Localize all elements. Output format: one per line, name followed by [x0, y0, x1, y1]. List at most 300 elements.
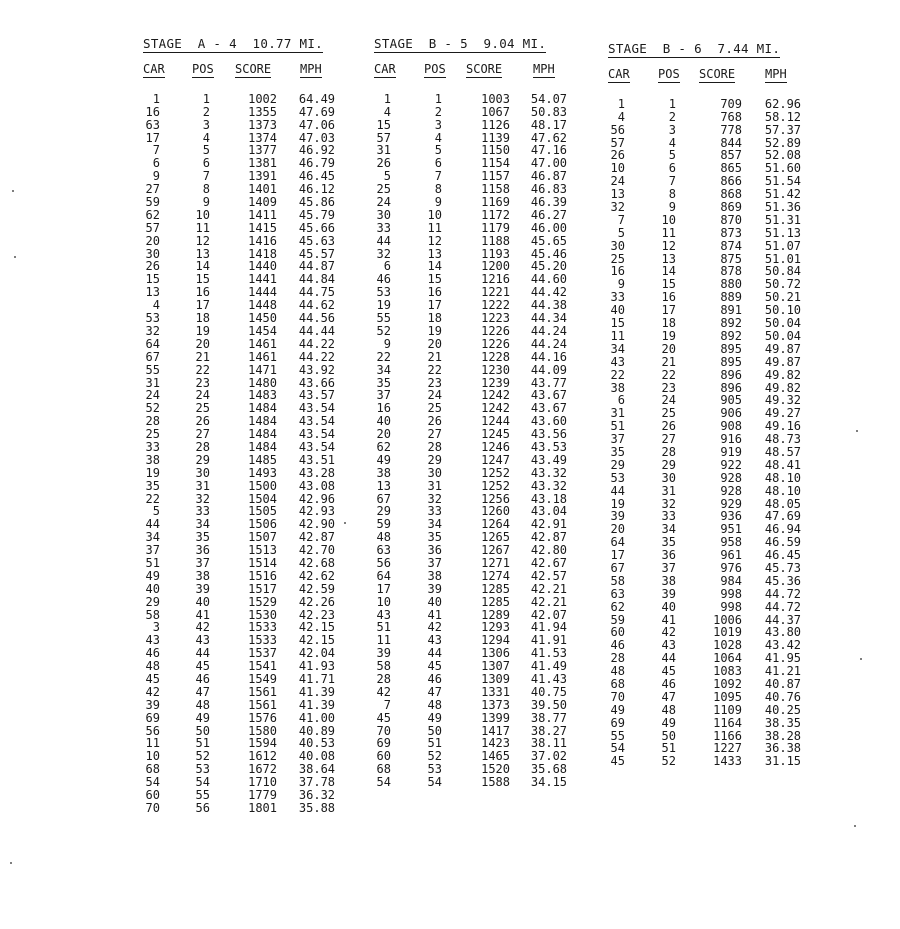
cell-score: 1533	[248, 620, 278, 635]
table-row	[374, 143, 568, 158]
cell-car: 69	[376, 736, 391, 751]
table-row	[374, 607, 568, 622]
cell-car: 49	[610, 702, 625, 717]
table-row	[608, 303, 802, 318]
cell-car: 7	[383, 697, 391, 712]
cell-car: 60	[145, 788, 160, 802]
cell-mph: 40.87	[764, 676, 802, 691]
table-row	[143, 788, 336, 802]
cell-score: 1391	[248, 169, 278, 184]
table-row	[374, 323, 568, 338]
cell-score: 1252	[481, 465, 511, 480]
cell-car: 58	[610, 573, 625, 588]
cell-mph: 36.32	[298, 788, 336, 802]
table-row	[143, 581, 336, 596]
cell-mph: 44.16	[530, 349, 568, 364]
cell-car: 64	[610, 535, 625, 550]
table-row	[143, 143, 336, 158]
cell-car: 34	[376, 362, 391, 377]
table-row	[374, 568, 568, 583]
cell-mph: 43.56	[530, 427, 568, 442]
cell-score: 1179	[481, 220, 511, 235]
cell-pos: 19	[427, 323, 442, 338]
cell-score: 936	[720, 509, 743, 524]
cell-mph: 39.50	[530, 697, 568, 712]
cell-pos: 1	[434, 91, 442, 106]
table-row	[143, 156, 336, 171]
cell-mph: 49.87	[764, 341, 802, 356]
table-row	[608, 109, 802, 124]
cell-car: 3	[152, 620, 160, 635]
cell-pos: 8	[668, 187, 676, 202]
cell-mph: 44.34	[530, 311, 568, 326]
cell-pos: 45	[427, 659, 442, 674]
cell-score: 1454	[248, 323, 278, 338]
cell-mph: 46.45	[764, 548, 802, 563]
table-row	[143, 272, 336, 287]
cell-pos: 11	[661, 225, 676, 240]
results-table	[143, 91, 336, 815]
cell-mph: 38.27	[530, 723, 568, 738]
cell-score: 1092	[713, 676, 743, 691]
cell-mph: 47.16	[530, 143, 568, 158]
cell-mph: 44.44	[298, 323, 336, 338]
table-row	[608, 251, 802, 266]
cell-car: 63	[376, 543, 391, 558]
cell-mph: 42.57	[530, 568, 568, 583]
cell-pos: 3	[434, 117, 442, 132]
cell-pos: 28	[661, 444, 676, 459]
table-row	[608, 341, 802, 356]
cell-car: 37	[145, 543, 160, 558]
cell-mph: 43.42	[764, 638, 802, 653]
cell-score: 896	[720, 367, 743, 382]
cell-score: 1172	[481, 207, 511, 222]
cell-mph: 51.54	[764, 174, 802, 189]
cell-pos: 20	[427, 336, 442, 351]
header-mph: MPH	[533, 61, 555, 76]
cell-pos: 41	[195, 607, 210, 622]
cell-car: 68	[376, 762, 391, 777]
cell-car: 40	[145, 581, 160, 596]
cell-car: 25	[145, 427, 160, 442]
cell-score: 875	[720, 251, 743, 266]
table-row	[374, 543, 568, 558]
cell-pos: 18	[427, 311, 442, 326]
cell-mph: 45.57	[298, 246, 336, 261]
cell-mph: 43.53	[530, 439, 568, 454]
scan-speck	[854, 825, 856, 827]
cell-score: 928	[720, 483, 743, 498]
cell-score: 1223	[481, 311, 511, 326]
cell-mph: 46.79	[298, 156, 336, 171]
cell-score: 1309	[481, 671, 511, 686]
cell-mph: 42.15	[298, 633, 336, 648]
cell-score: 1513	[248, 543, 278, 558]
cell-score: 866	[720, 174, 743, 189]
cell-score: 1484	[248, 401, 278, 416]
cell-car: 52	[376, 323, 391, 338]
table-row	[608, 444, 802, 459]
table-row	[608, 702, 802, 717]
table-row	[143, 349, 336, 364]
cell-pos: 55	[195, 788, 210, 802]
table-row	[143, 233, 336, 248]
cell-mph: 42.93	[298, 504, 336, 519]
cell-car: 31	[376, 143, 391, 158]
cell-pos: 31	[427, 478, 442, 493]
table-row	[374, 298, 568, 313]
cell-car: 58	[145, 607, 160, 622]
cell-mph: 37.78	[298, 775, 336, 790]
cell-score: 1500	[248, 478, 278, 493]
cell-score: 1294	[481, 633, 511, 648]
cell-score: 768	[720, 109, 743, 124]
cell-pos: 53	[195, 762, 210, 777]
cell-mph: 43.51	[298, 452, 336, 467]
cell-pos: 46	[661, 676, 676, 691]
cell-car: 54	[145, 775, 160, 790]
cell-score: 1533	[248, 633, 278, 648]
cell-pos: 28	[427, 439, 442, 454]
cell-pos: 15	[195, 272, 210, 287]
cell-car: 57	[610, 135, 625, 150]
table-row	[608, 277, 802, 292]
cell-mph: 42.87	[530, 530, 568, 545]
cell-score: 1801	[248, 800, 278, 815]
table-row	[374, 156, 568, 171]
cell-score: 1095	[713, 689, 743, 704]
cell-car: 28	[376, 671, 391, 686]
cell-pos: 26	[427, 414, 442, 429]
table-row	[143, 195, 336, 210]
cell-mph: 43.28	[298, 465, 336, 480]
table-row	[374, 581, 568, 596]
cell-score: 889	[720, 290, 743, 305]
cell-car: 28	[610, 651, 625, 666]
cell-pos: 40	[661, 599, 676, 614]
cell-car: 59	[376, 517, 391, 532]
cell-mph: 43.32	[530, 465, 568, 480]
cell-mph: 41.94	[530, 620, 568, 635]
table-row	[143, 169, 336, 184]
table-row	[374, 117, 568, 132]
cell-car: 27	[145, 182, 160, 197]
table-row	[374, 207, 568, 222]
cell-score: 1126	[481, 117, 511, 132]
table-row	[608, 612, 802, 627]
cell-pos: 4	[668, 135, 676, 150]
cell-car: 6	[383, 259, 391, 274]
cell-score: 1672	[248, 762, 278, 777]
cell-pos: 31	[195, 478, 210, 493]
cell-score: 1200	[481, 259, 511, 274]
cell-pos: 46	[427, 671, 442, 686]
cell-pos: 38	[427, 568, 442, 583]
table-row	[374, 749, 568, 764]
cell-pos: 32	[195, 491, 210, 506]
table-row	[143, 543, 336, 558]
cell-car: 35	[610, 444, 625, 459]
cell-mph: 46.59	[764, 535, 802, 550]
cell-score: 1245	[481, 427, 511, 442]
table-row	[608, 212, 802, 227]
cell-score: 895	[720, 341, 743, 356]
cell-car: 29	[145, 594, 160, 609]
cell-mph: 45.79	[298, 207, 336, 222]
table-row	[608, 380, 802, 395]
cell-mph: 45.65	[530, 233, 568, 248]
cell-mph: 42.96	[298, 491, 336, 506]
table-row	[143, 388, 336, 403]
cell-score: 1274	[481, 568, 511, 583]
cell-mph: 43.08	[298, 478, 336, 493]
table-row	[143, 646, 336, 661]
table-row	[374, 272, 568, 287]
cell-score: 1242	[481, 388, 511, 403]
cell-car: 68	[610, 676, 625, 691]
cell-mph: 46.12	[298, 182, 336, 197]
cell-pos: 50	[195, 723, 210, 738]
cell-mph: 37.02	[530, 749, 568, 764]
cell-mph: 42.04	[298, 646, 336, 661]
cell-mph: 64.49	[298, 91, 336, 106]
cell-pos: 40	[427, 594, 442, 609]
cell-mph: 46.83	[530, 182, 568, 197]
cell-pos: 32	[427, 491, 442, 506]
cell-car: 31	[610, 406, 625, 421]
table-row	[143, 465, 336, 480]
cell-score: 906	[720, 406, 743, 421]
cell-car: 43	[145, 633, 160, 648]
cell-score: 1216	[481, 272, 511, 287]
cell-pos: 23	[427, 375, 442, 390]
cell-score: 1471	[248, 362, 278, 377]
cell-pos: 43	[427, 633, 442, 648]
cell-mph: 48.73	[764, 432, 802, 447]
table-row	[374, 736, 568, 751]
table-row	[608, 432, 802, 447]
cell-score: 1461	[248, 336, 278, 351]
cell-mph: 44.56	[298, 311, 336, 326]
table-row	[374, 130, 568, 145]
cell-pos: 35	[661, 535, 676, 550]
table-row	[374, 530, 568, 545]
cell-mph: 42.87	[298, 530, 336, 545]
table-row	[608, 264, 802, 279]
cell-score: 1109	[713, 702, 743, 717]
cell-pos: 11	[195, 220, 210, 235]
cell-pos: 30	[427, 465, 442, 480]
cell-car: 13	[610, 187, 625, 202]
header-car: CAR	[374, 61, 396, 76]
cell-pos: 48	[195, 697, 210, 712]
cell-score: 1377	[248, 143, 278, 158]
cell-car: 16	[610, 264, 625, 279]
cell-score: 1484	[248, 439, 278, 454]
cell-score: 1441	[248, 272, 278, 287]
table-row	[608, 728, 802, 743]
cell-pos: 22	[661, 367, 676, 382]
cell-pos: 42	[195, 620, 210, 635]
cell-score: 1493	[248, 465, 278, 480]
cell-mph: 44.38	[530, 298, 568, 313]
cell-mph: 43.60	[530, 414, 568, 429]
cell-car: 46	[610, 638, 625, 653]
cell-mph: 40.25	[764, 702, 802, 717]
cell-car: 69	[145, 710, 160, 725]
table-row	[143, 710, 336, 725]
cell-pos: 14	[661, 264, 676, 279]
table-row	[608, 483, 802, 498]
cell-car: 35	[145, 478, 160, 493]
cell-pos: 33	[195, 504, 210, 519]
cell-pos: 35	[195, 530, 210, 545]
table-row	[608, 754, 802, 769]
cell-car: 9	[617, 277, 625, 292]
cell-pos: 51	[427, 736, 442, 751]
cell-score: 1067	[481, 104, 511, 119]
table-row	[608, 200, 802, 215]
cell-mph: 43.18	[530, 491, 568, 506]
cell-car: 5	[383, 169, 391, 184]
cell-car: 40	[610, 303, 625, 318]
cell-score: 868	[720, 187, 743, 202]
cell-score: 1244	[481, 414, 511, 429]
cell-mph: 41.71	[298, 671, 336, 686]
cell-pos: 46	[195, 671, 210, 686]
cell-pos: 50	[661, 728, 676, 743]
cell-score: 857	[720, 148, 743, 163]
table-row	[143, 452, 336, 467]
cell-score: 1306	[481, 646, 511, 661]
cell-pos: 34	[661, 522, 676, 537]
cell-mph: 46.87	[530, 169, 568, 184]
header-pos: POS	[658, 66, 680, 81]
table-row	[374, 491, 568, 506]
cell-mph: 42.62	[298, 568, 336, 583]
table-row	[374, 362, 568, 377]
cell-car: 10	[610, 161, 625, 176]
cell-mph: 48.10	[764, 483, 802, 498]
cell-pos: 3	[202, 117, 210, 132]
cell-score: 1440	[248, 259, 278, 274]
table-row	[143, 530, 336, 545]
cell-pos: 29	[427, 452, 442, 467]
cell-car: 63	[145, 117, 160, 132]
table-row	[374, 710, 568, 725]
cell-car: 45	[610, 754, 625, 769]
cell-mph: 44.87	[298, 259, 336, 274]
table-row	[608, 573, 802, 588]
cell-car: 42	[376, 684, 391, 699]
cell-pos: 7	[668, 174, 676, 189]
header-car: CAR	[608, 66, 630, 81]
cell-pos: 25	[661, 406, 676, 421]
cell-score: 1028	[713, 638, 743, 653]
cell-score: 1520	[481, 762, 511, 777]
cell-car: 52	[145, 401, 160, 416]
cell-score: 1516	[248, 568, 278, 583]
cell-car: 44	[610, 483, 625, 498]
cell-car: 5	[617, 225, 625, 240]
table-row	[374, 504, 568, 519]
cell-car: 59	[610, 612, 625, 627]
cell-score: 1227	[713, 741, 743, 756]
table-row	[374, 775, 568, 790]
cell-score: 778	[720, 122, 743, 137]
cell-car: 48	[376, 530, 391, 545]
cell-pos: 36	[661, 548, 676, 563]
table-row	[608, 470, 802, 485]
table-row	[143, 427, 336, 442]
cell-mph: 47.69	[298, 104, 336, 119]
cell-score: 984	[720, 573, 743, 588]
table-row	[143, 414, 336, 429]
table-row	[608, 676, 802, 691]
table-row	[608, 522, 802, 537]
cell-mph: 43.54	[298, 414, 336, 429]
cell-mph: 42.07	[530, 607, 568, 622]
table-row	[143, 220, 336, 235]
cell-mph: 47.69	[764, 509, 802, 524]
cell-score: 1450	[248, 311, 278, 326]
cell-mph: 49.32	[764, 393, 802, 408]
cell-score: 1537	[248, 646, 278, 661]
cell-mph: 40.76	[764, 689, 802, 704]
cell-pos: 21	[661, 354, 676, 369]
table-row	[143, 259, 336, 274]
cell-pos: 13	[195, 246, 210, 261]
cell-score: 1154	[481, 156, 511, 171]
table-row	[374, 594, 568, 609]
table-row	[374, 517, 568, 532]
cell-mph: 50.84	[764, 264, 802, 279]
table-row	[608, 316, 802, 331]
cell-pos: 38	[661, 573, 676, 588]
stage-2-results	[374, 36, 568, 790]
cell-mph: 44.37	[764, 612, 802, 627]
cell-car: 33	[145, 439, 160, 454]
cell-score: 1779	[248, 788, 278, 802]
cell-pos: 7	[434, 169, 442, 184]
table-row	[374, 414, 568, 429]
scan-speck	[860, 658, 862, 660]
table-row	[608, 509, 802, 524]
cell-score: 1006	[713, 612, 743, 627]
cell-pos: 54	[195, 775, 210, 790]
cell-mph: 41.21	[764, 664, 802, 679]
cell-mph: 50.21	[764, 290, 802, 305]
table-row	[374, 671, 568, 686]
cell-car: 26	[145, 259, 160, 274]
cell-score: 1594	[248, 736, 278, 751]
cell-mph: 46.94	[764, 522, 802, 537]
cell-mph: 43.32	[530, 478, 568, 493]
cell-score: 873	[720, 225, 743, 240]
table-row	[143, 104, 336, 119]
cell-car: 16	[145, 104, 160, 119]
cell-pos: 45	[195, 659, 210, 674]
cell-score: 1003	[481, 91, 511, 106]
cell-mph: 42.91	[530, 517, 568, 532]
cell-score: 709	[720, 96, 743, 111]
table-row	[143, 517, 336, 532]
cell-score: 1285	[481, 581, 511, 596]
table-row	[143, 800, 336, 815]
table-row	[374, 452, 568, 467]
table-row	[143, 659, 336, 674]
